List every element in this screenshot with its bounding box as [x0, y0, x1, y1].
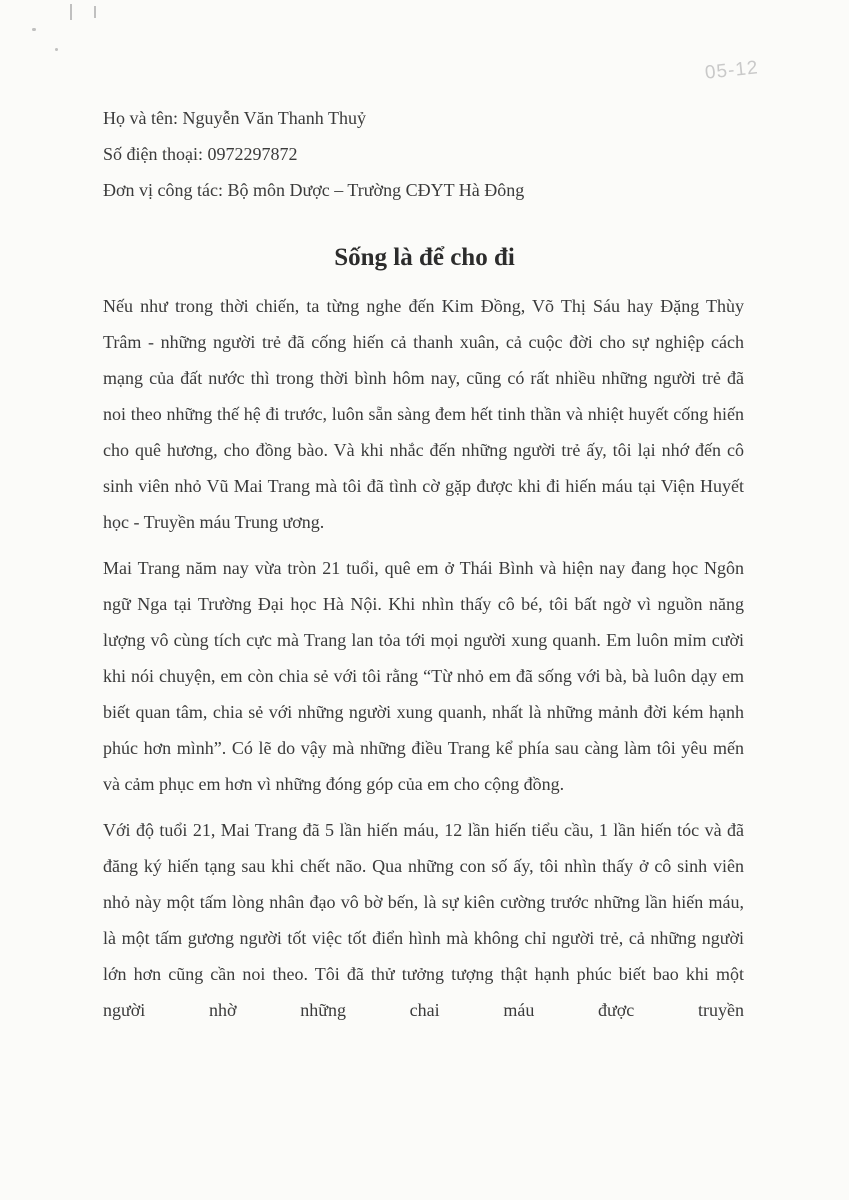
article-title: Sống là để cho đi [334, 244, 515, 271]
article-body [103, 288, 744, 1038]
paragraph-2: Mai Trang năm nay vừa tròn 21 tuổi, quê em ở Thái Bình và hiện nay đang học Ngôn ngữ Nga tại Trường Đại học Hà Nội. Khi nhìn thấy cô bé, tôi bất ngờ vì nguồn năng lượng vô cùng tích cực mà Trang lan tỏa tới mọi người xung quanh. Em luôn mỉm cười khi nói chuyện, em còn chia sẻ với tôi rằng “Từ nhỏ em đã sống với bà, bà luôn dạy em biết quan tâm, chia sẻ với những người xung quanh, nhất là những mảnh đời kém hạnh phúc hơn mình”. Có lẽ do vậy mà những điều Trang kể phía sau càng làm tôi yêu mến và cảm phục em hơn vì những đóng góp của em cho cộng đồng. [103, 558, 744, 794]
scan-mark [55, 48, 58, 51]
paragraph-1: Nếu như trong thời chiến, ta từng nghe đến Kim Đồng, Võ Thị Sáu hay Đặng Thùy Trâm - những người trẻ đã cống hiến cả thanh xuân, cả cuộc đời cho sự nghiệp cách mạng của đất nước thì trong thời bình hôm nay, cũng có rất nhiều những người trẻ đã noi theo những thế hệ đi trước, luôn sẵn sàng đem hết tinh thần và nhiệt huyết cống hiến cho quê hương, cho đồng bào. Và khi nhắc đến những người trẻ ấy, tôi lại nhớ đến cô sinh viên nhỏ Vũ Mai Trang mà tôi đã tình cờ gặp được khi đi hiến máu tại Viện Huyết học - Truyền máu Trung ương. [103, 296, 744, 532]
author-info [103, 100, 763, 208]
scan-mark [94, 6, 96, 18]
author-name: Họ và tên: Nguyễn Văn Thanh Thuỷ [103, 108, 366, 128]
author-phone: Số điện thoại: 0972297872 [103, 144, 298, 164]
author-workplace: Đơn vị công tác: Bộ môn Dược – Trường CĐYT Hà Đông [103, 180, 525, 200]
scan-mark [70, 4, 72, 20]
faint-page-note: 05-12 [703, 57, 760, 84]
scan-mark [32, 28, 36, 31]
paragraph-3: Với độ tuổi 21, Mai Trang đã 5 lần hiến máu, 12 lần hiến tiểu cầu, 1 lần hiến tóc và đã đăng ký hiến tạng sau khi chết não. Qua những con số ấy, tôi nhìn thấy ở cô sinh viên nhỏ này một tấm lòng nhân đạo vô bờ bến, là sự kiên cường trước những lần hiến máu, là một tấm gương người tốt việc tốt điển hình mà không chỉ người trẻ, cả những người lớn hơn cũng cần noi theo. Tôi đã thử tưởng tượng thật hạnh phúc biết bao khi một người nhờ những chai máu được truyền [103, 820, 744, 1020]
